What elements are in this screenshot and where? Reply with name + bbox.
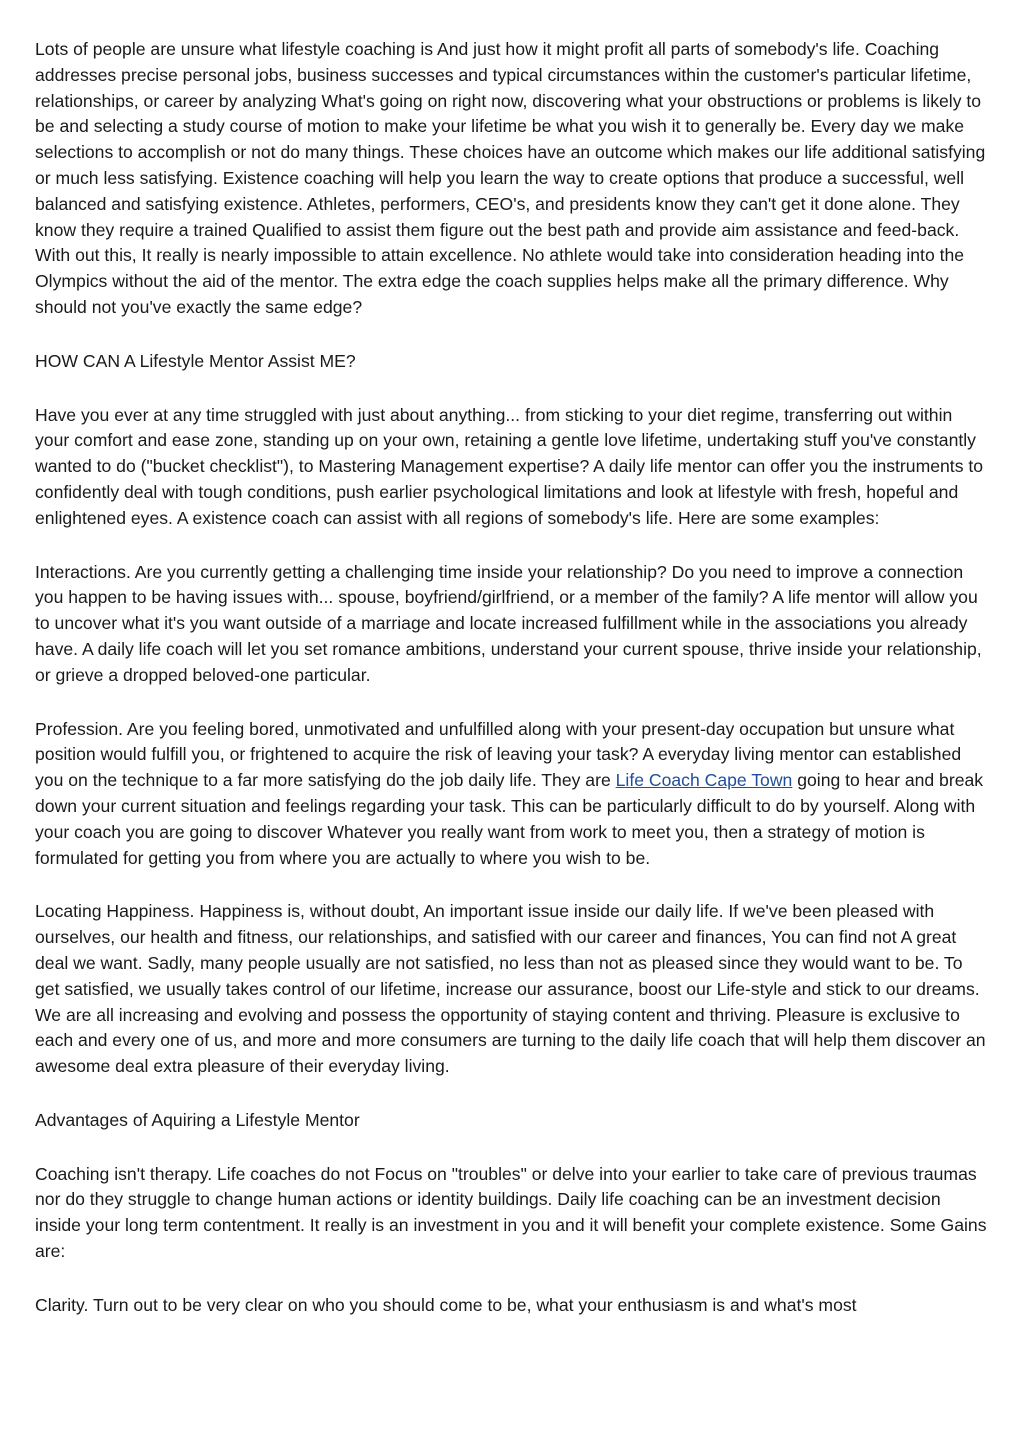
paragraph-interactions: Interactions. Are you currently getting a challenging time inside your relationship? Do you need to improve a connection you happen to be having issues with... spouse, boyfriend/girlfriend, or a member of the family? A life mentor will allow you to uncover what it's you want outside of a marriage and locate increased fulfillment while in the associations you already have. A daily life coach will let you set romance ambitions, understand your current spouse, thrive inside your relationship, or grieve a dropped beloved-one particular. (35, 561, 982, 685)
life-coach-cape-town-link[interactable]: Life Coach Cape Town (615, 770, 793, 791)
paragraph-coaching-not-therapy: Coaching isn't therapy. Life coaches do not Focus on "troubles" or delve into your earlier to take care of previous traumas nor do they struggle to change human actions or identity buildings. Daily life coaching can be an investment decision inside your long term contentment. It really is an investment in you and it will benefit your complete existence. Some Gains are: (35, 1163, 987, 1262)
paragraph-happiness: Locating Happiness. Happiness is, without doubt, An important issue inside our daily life. If we've been pleased with ourselves, our health and fitness, our relationships, and satisfied with our career and finances, You can find not A great deal we want. Sadly, many people usually are not satisfied, no less than not as pleased since they would want to be. To get satisfied, we usually takes control of our lifetime, increase our assurance, boost our Life-style and stick to our dreams. We are all increasing and evolving and possess the opportunity of staying content and thriving. Pleasure is exclusive to each and every one of us, and more and more consumers are turning to the daily life coach that will help them discover an awesome deal extra pleasure of their everyday living. (35, 901, 986, 1077)
section-heading-how-can-mentor-assist: HOW CAN A Lifestyle Mentor Assist ME? (35, 350, 356, 371)
profession-text-before: Profession. Are you feeling bored, unmotivated and unfulfilled along with your present-day occupation but unsure what position would fulfill you, or frightened to acquire the risk of leaving your task? A everyday living mentor can established you on the technique to a far more satisfying do the job daily life. They are (35, 718, 962, 791)
paragraph-struggles: Have you ever at any time struggled with just about anything... from sticking to your diet regime, transferring out within your comfort and ease zone, standing up on your own, retaining a gentle love lifetime, undertaking stuff you've constantly wanted to do ("bucket checklist"), to Mastering Management expertise? A daily life mentor can offer you the instruments to confidently deal with tough conditions, push earlier psychological limitations and look at lifestyle with fresh, hopeful and enlightened eyes. A existence coach can assist with all regions of somebody's life. Here are some examples: (35, 404, 984, 528)
paragraph-intro: Lots of people are unsure what lifestyle coaching is And just how it might profit all parts of somebody's life. Coaching addresses precise personal jobs, business successes and typical circumstances within the customer's particular lifetime, relationships, or career by analyzing What's going on right now, discovering what your obstructions or problems is likely to be and selecting a study course of motion to make your lifetime be what you wish it to generally be. Every day we make selections to accomplish or not do many things. These choices have an outcome which makes our life additional satisfying or much less satisfying. Existence coaching will help you learn the way to create options that produce a successful, well balanced and satisfying existence. Athletes, performers, CEO's, and presidents know they can't get it done alone. They know they require a trained Qualified to assist them figure out the best path and provide aim assistance and feed-back. With out this, It really is nearly impossible to attain excellence. No athlete would take into consideration heading into the Olympics without the aid of the mentor. The extra edge the coach supplies helps make all the primary difference. Why should not you've exactly the same edge? (35, 39, 986, 317)
section-heading-advantages: Advantages of Aquiring a Lifestyle Mentor (35, 1109, 360, 1130)
paragraph-profession (35, 717, 990, 872)
profession-text-after: going to hear and break down your current situation and feelings regarding your task. This can be particularly difficult to do by yourself. Along with your coach you are going to discover Whatever you really want from work to meet you, then a strategy of motion is formulated for getting you from where you are actually to where you wish to be. (35, 770, 984, 868)
paragraph-clarity: Clarity. Turn out to be very clear on who you should come to be, what your enthusiasm is and what's most (35, 1294, 857, 1315)
